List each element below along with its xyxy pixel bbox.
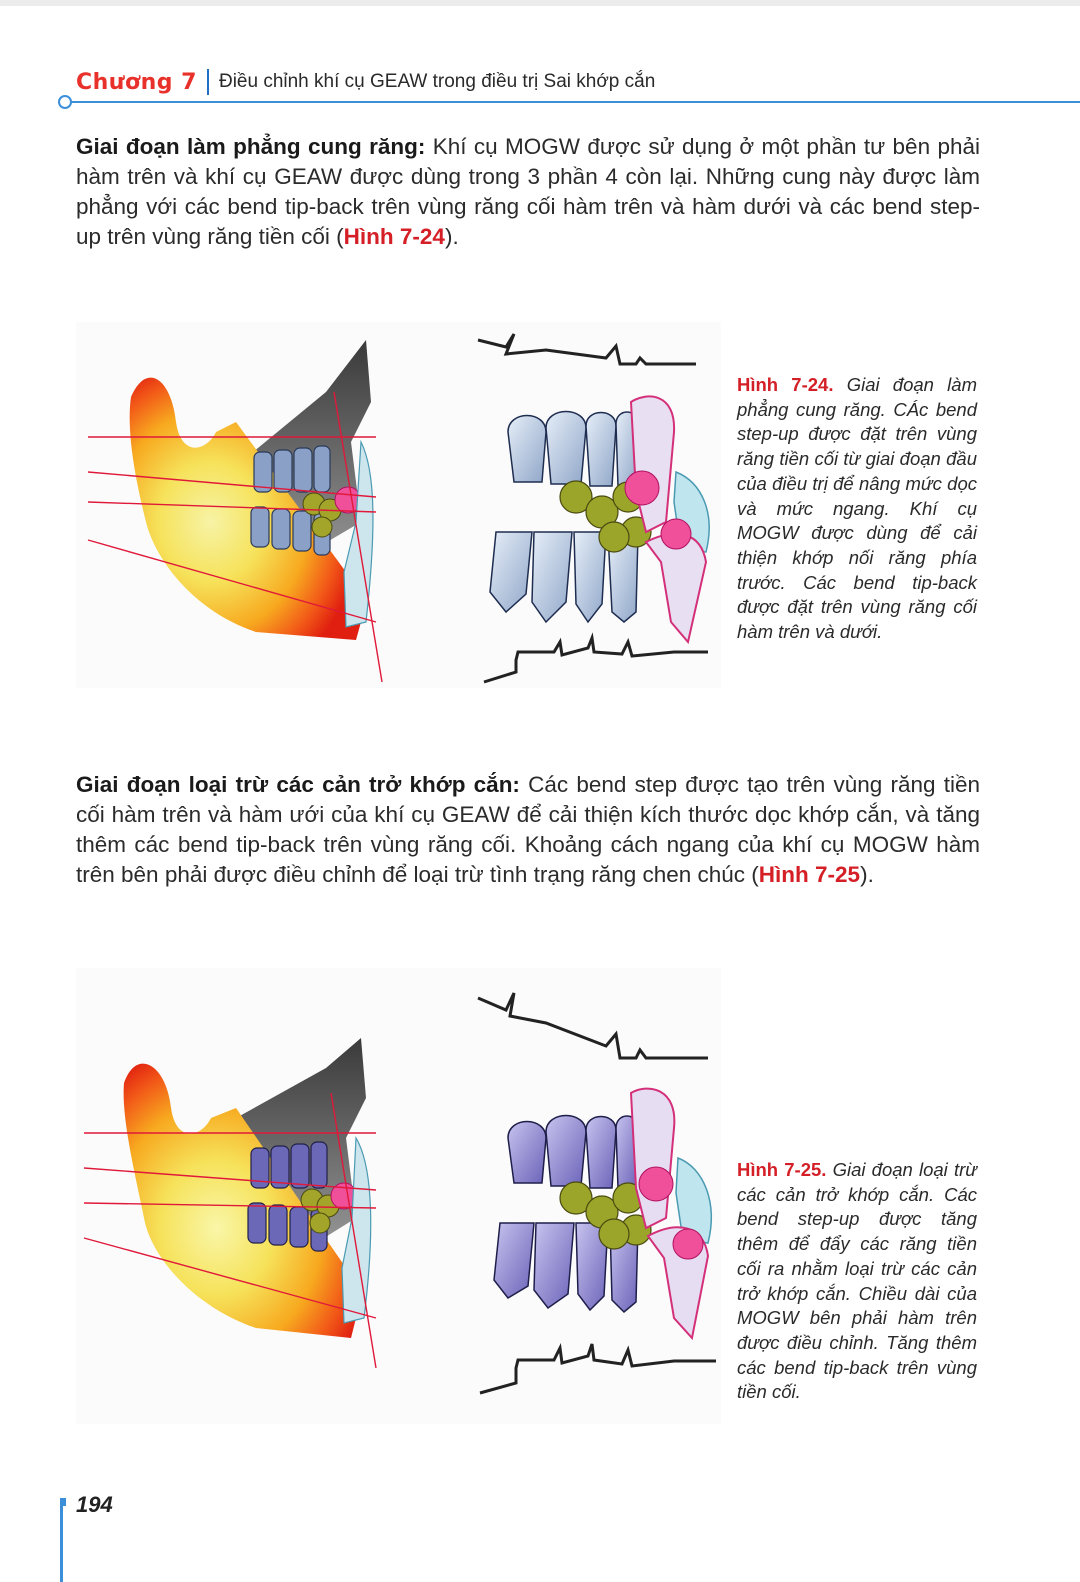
paragraph-text: Khí cụ MOGW được sử dụng ở một phần tư bên phải hàm trên và khí cụ GEAW được dùng trong 3 phần 4 còn lại. Những cung này được làm phẳng với các bend tip-back trên vùng răng cối hàm trên và hàm dưới và các bend step-up trên vùng răng tiền cối ( [76,134,980,249]
paragraph-text: Các bend step được tạo trên vùng răng tiền cối hàm trên và hàm ưới của khí cụ GEAW để cải thiện kích thước dọc khớp cắn, và tăng thêm các bend tip-back trên vùng răng cối. Khoảng cách ngang của khí cụ MOGW hàm trên bên phải được điều chỉnh để loại trừ tình trạng răng chen chúc ( [76,772,981,887]
figure-reference-link[interactable]: Hình 7-24 [343,224,445,249]
paragraph-tail: ). [444,224,459,249]
header-divider [207,69,209,95]
arch-upper-teeth [508,1116,638,1189]
header-rule [66,101,1080,103]
figure-reference-link[interactable]: Hình 7-25 [758,862,861,887]
running-header [76,66,655,98]
chapter-title: Điều chỉnh khí cụ GEAW trong điều trị Sai khớp cắn [218,71,656,92]
page-number-tick [60,1498,66,1506]
figure-7-25-caption [737,1158,977,1405]
figure-7-25-illustration [76,968,721,1424]
paragraph-lead: Giai đoạn làm phẳng cung răng: [76,134,426,159]
paragraph-flattening-stage [76,132,980,252]
chapter-label: Chương 7 [76,69,197,95]
arch-upper-teeth [508,412,638,487]
figure-label: Hình 7-24. [737,374,834,395]
figure-label: Hình 7-25. [737,1159,827,1180]
paragraph-lead: Giai đoạn loại trừ các cản trở khớp cắn: [76,772,520,797]
paragraph-tail: ). [860,862,874,887]
figure-7-24-illustration [76,322,721,688]
paragraph-interference-removal [76,770,980,890]
page-top-band [0,0,1080,6]
figure-7-24-caption [737,373,977,645]
page-number-bar [60,1498,63,1582]
caption-text: Giai đoạn làm phẳng cung răng. CÁc bend step-up được đặt trên vùng răng tiền cối từ giai đoạn đầu của điều trị để nâng mức dọc và mức ngang. Khí cụ MOGW được dùng để cải thiện khớp nối răng phía trước. Các bend tip-back được đặt trên vùng răng cối hàm trên và dưới. [737,374,977,643]
caption-text: Giai đoạn loại trừ các cản trở khớp cắn. Các bend step-up được tăng thêm để đẩy các răng tiền cối ra nhằm loại trừ các cản trở khớp cắn. Chiều dài của MOGW bên phải hàm trên được điều chỉnh. Tăng thêm các bend tip-back trên vùng tiền cối. [737,1159,977,1403]
header-rule-dot [58,95,72,109]
page-number: 194 [76,1492,113,1517]
